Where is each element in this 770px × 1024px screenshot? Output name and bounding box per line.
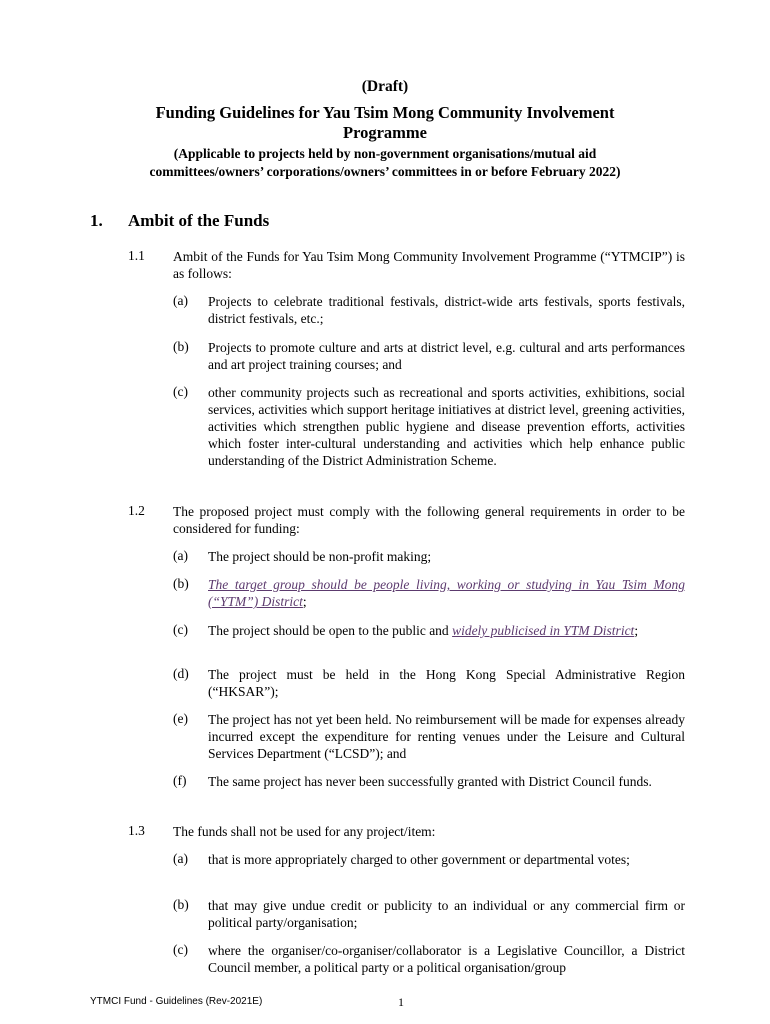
item-label: (f)	[173, 773, 187, 788]
list-item: that may give undue credit or publicity to an individual or any commercial firm or political party/organisation;	[208, 898, 685, 930]
subtitle-line-1: (Applicable to projects held by non-government organisations/mutual aid	[173, 146, 597, 161]
item-label: (e)	[173, 711, 188, 726]
item-label: (c)	[173, 942, 188, 957]
list-item: The same project has never been successfully granted with District Council funds.	[208, 774, 652, 789]
section-number: 1.	[90, 211, 103, 230]
item-label: (a)	[173, 293, 188, 308]
item-label: (c)	[173, 384, 188, 399]
page-number: 1	[398, 995, 404, 1009]
item-label: (b)	[173, 339, 189, 354]
list-item: The project has not yet been held. No reimbursement will be made for expenses already incurred except the expenditure for renting venues under the Leisure and Cultural Services Department (“LCSD”); and	[208, 712, 685, 761]
item-label: (d)	[173, 666, 189, 681]
paragraph-number-1-1: 1.1	[128, 248, 145, 263]
list-item: The project must be held in the Hong Kong Special Administrative Region (“HKSAR”);	[208, 667, 685, 699]
item-label: (c)	[173, 622, 188, 637]
list-item: The project should be non-profit making;	[208, 549, 432, 564]
draft-label: (Draft)	[361, 78, 409, 95]
footer-doc-ref: YTMCI Fund - Guidelines (Rev-2021E)	[90, 996, 263, 1007]
title-line-2: Programme	[343, 123, 427, 142]
list-item: where the organiser/co-organiser/collaborator is a Legislative Councillor, a District Council member, a political party or a political organisation/group	[208, 943, 685, 975]
list-item: that is more appropriately charged to other government or departmental votes;	[208, 852, 630, 867]
subtitle-line-2: committees/owners’ corporations/owners’ committees in or before February 2022)	[149, 164, 621, 179]
document-title	[0, 103, 770, 143]
list-item: other community projects such as recreational and sports activities, exhibitions, social services, activities which support heritage initiatives at district level, greening activities, activities which strengthen public hygiene and disease prevention efforts, activities which foster inter-cultural understanding and activities which help enhance public understanding of the District Administration Scheme.	[208, 385, 685, 468]
item-suffix: ;	[302, 594, 307, 609]
paragraph-number-1-3: 1.3	[128, 823, 145, 838]
item-label: (a)	[173, 851, 188, 866]
document-subtitle	[0, 145, 770, 181]
target-group-underlined: The target group should be people living, working or studying in Yau Tsim Mong (“YTM”) District	[208, 577, 685, 609]
paragraph-1-1: Ambit of the Funds for Yau Tsim Mong Community Involvement Programme (“YTMCIP”) is as follows:	[173, 249, 685, 281]
list-item: Projects to promote culture and arts at district level, e.g. cultural and arts performances and art project training courses; and	[208, 340, 685, 372]
publicised-underlined: widely publicised in YTM District	[452, 623, 635, 638]
list-item: Projects to celebrate traditional festivals, district-wide arts festivals, sports festivals, district festivals, etc.;	[208, 294, 685, 326]
list-item	[208, 622, 685, 639]
paragraph-1-2: The proposed project must comply with the following general requirements in order to be considered for funding:	[173, 504, 685, 536]
list-item	[208, 576, 685, 610]
item-prefix: The project should be open to the public and	[208, 623, 453, 638]
item-suffix: ;	[634, 623, 639, 638]
item-label: (a)	[173, 548, 188, 563]
item-label: (b)	[173, 897, 189, 912]
section-title: Ambit of the Funds	[128, 211, 270, 230]
title-line-1: Funding Guidelines for Yau Tsim Mong Community Involvement	[155, 103, 615, 122]
paragraph-number-1-2: 1.2	[128, 503, 145, 518]
paragraph-1-3: The funds shall not be used for any project/item:	[173, 824, 436, 839]
item-label: (b)	[173, 576, 189, 591]
